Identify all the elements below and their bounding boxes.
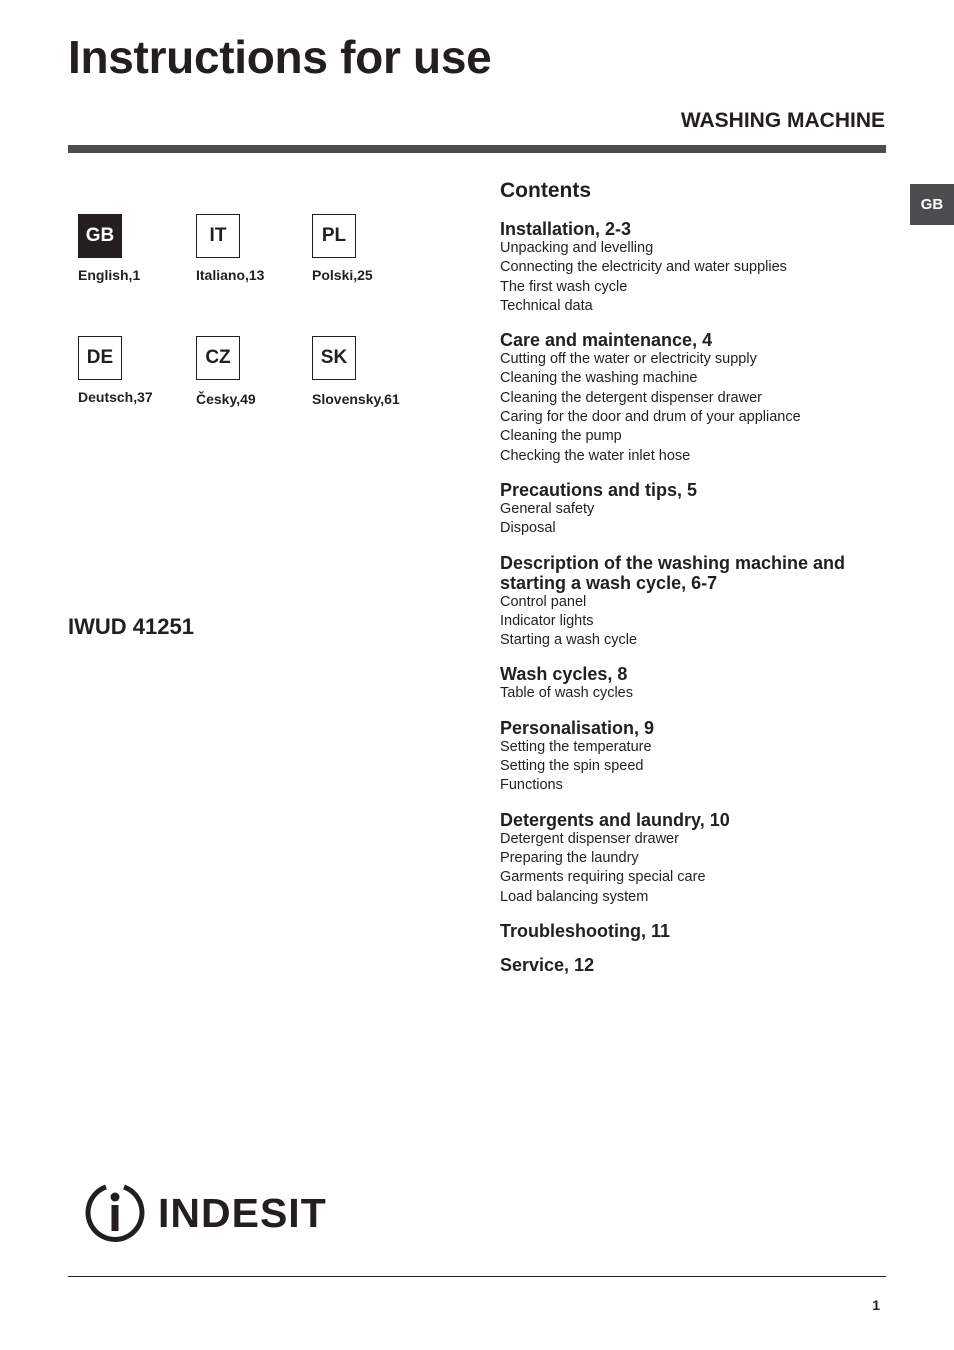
contents-section [500,718,900,796]
section-item: Detergent dispenser drawer [500,830,679,847]
section-item: Cutting off the water or electricity supply [500,351,757,368]
header-divider [68,145,886,153]
language-label: English,1 [78,267,141,283]
section-title[interactable]: Installation, 2-3 [500,219,632,239]
section-item: General safety [500,500,595,517]
section-item: Load balancing system [500,888,649,905]
brand-name: INDESIT [158,1189,327,1236]
section-title[interactable]: Detergents and laundry, 10 [500,809,730,830]
section-item: Garments requiring special care [500,869,706,886]
table-of-contents [500,179,900,989]
page-title: Instructions for use [68,31,492,83]
section-item: Preparing the laundry [500,849,639,866]
section-item: Disposal [500,520,556,537]
section-item: Indicator lights [500,612,594,629]
language-code-box: DE [78,336,122,380]
section-item: Connecting the electricity and water supplies [500,259,787,276]
model-number: IWUD 41251 [68,614,194,639]
language-code-box: CZ [196,336,240,380]
section-title[interactable]: Description of the washing machine and starting a wash cycle, 6-7 [500,552,846,593]
contents-section [500,330,900,466]
language-code-box: PL [312,214,356,258]
section-item: Setting the temperature [500,738,652,755]
contents-section [500,480,900,539]
language-label: Polski,25 [312,267,373,283]
contents-section [500,921,900,941]
contents-section [500,553,900,651]
brand-logo [84,1183,327,1243]
section-item: Table of wash cycles [500,685,633,702]
section-item: Control panel [500,593,587,610]
language-code-box: GB [78,214,122,258]
language-label: Česky,49 [196,391,256,407]
indesit-i-icon [84,1182,146,1244]
section-item: Caring for the door and drum of your appliance [500,409,801,426]
contents-section [500,955,900,975]
contents-section [500,664,900,703]
section-item: Starting a wash cycle [500,632,638,649]
section-title[interactable]: Precautions and tips, 5 [500,479,698,500]
language-label: Slovensky,61 [312,391,400,407]
section-title[interactable]: Wash cycles, 8 [500,664,628,685]
document-subtitle: WASHING MACHINE [680,109,885,132]
language-code-box: SK [312,336,356,380]
section-item: Setting the spin speed [500,758,644,775]
contents-section [500,219,900,316]
contents-section [500,810,900,907]
section-item: Functions [500,777,563,794]
section-title[interactable]: Personalisation, 9 [500,717,655,738]
language-code-box: IT [196,214,240,258]
contents-sections [500,219,900,975]
page-number: 1 [872,1297,880,1313]
language-label: Italiano,13 [196,267,265,283]
footer-divider [68,1276,886,1277]
language-side-tab: GB [910,184,954,225]
section-item: Unpacking and levelling [500,240,654,256]
language-label: Deutsch,37 [78,389,153,405]
language-item-sk[interactable] [312,336,452,407]
section-item: Checking the water inlet hose [500,447,691,464]
section-title[interactable]: Troubleshooting, 11 [500,920,671,941]
contents-heading: Contents [500,179,591,202]
section-title[interactable]: Service, 12 [500,954,595,975]
section-item: The first wash cycle [500,278,628,295]
section-item: Cleaning the washing machine [500,370,698,387]
section-item: Cleaning the pump [500,428,622,445]
section-item: Technical data [500,297,593,314]
section-title[interactable]: Care and maintenance, 4 [500,330,713,351]
section-item: Cleaning the detergent dispenser drawer [500,389,762,406]
language-item-pl[interactable] [312,214,452,283]
